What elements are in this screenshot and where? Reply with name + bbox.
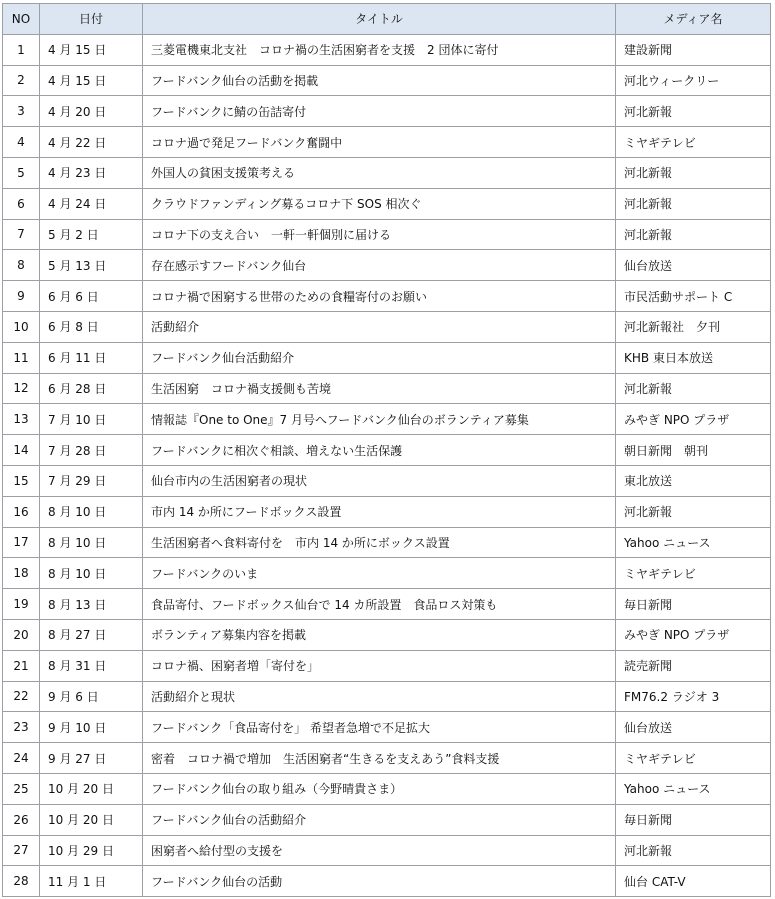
table-row xyxy=(3,835,771,866)
cell-no: 19 xyxy=(3,589,40,620)
cell-media: 仙台放送 xyxy=(616,250,771,281)
cell-title: 生活困窮者へ食料寄付を 市内 14 か所にボックス設置 xyxy=(143,527,616,558)
cell-date: 9 月 6 日 xyxy=(40,681,143,712)
table-row xyxy=(3,773,771,804)
cell-date: 10 月 20 日 xyxy=(40,804,143,835)
cell-media: みやぎ NPO プラザ xyxy=(616,404,771,435)
cell-date: 8 月 10 日 xyxy=(40,527,143,558)
cell-media: 毎日新聞 xyxy=(616,589,771,620)
cell-no: 17 xyxy=(3,527,40,558)
cell-title: 活動紹介 xyxy=(143,311,616,342)
table-row xyxy=(3,65,771,96)
cell-date: 8 月 31 日 xyxy=(40,650,143,681)
table-row xyxy=(3,743,771,774)
cell-media: みやぎ NPO プラザ xyxy=(616,619,771,650)
cell-title: コロナ禍で困窮する世帯のための食糧寄付のお願い xyxy=(143,281,616,312)
cell-title: フードバンクのいま xyxy=(143,558,616,589)
cell-no: 16 xyxy=(3,496,40,527)
table-row xyxy=(3,219,771,250)
cell-date: 6 月 11 日 xyxy=(40,342,143,373)
cell-no: 15 xyxy=(3,465,40,496)
cell-title: 仙台市内の生活困窮者の現状 xyxy=(143,465,616,496)
table-row xyxy=(3,373,771,404)
table-row xyxy=(3,619,771,650)
cell-media: ミヤギテレビ xyxy=(616,127,771,158)
cell-title: 市内 14 か所にフードボックス設置 xyxy=(143,496,616,527)
cell-no: 13 xyxy=(3,404,40,435)
cell-media: 河北新報 xyxy=(616,188,771,219)
cell-title: フードバンク仙台の活動 xyxy=(143,866,616,897)
cell-date: 4 月 15 日 xyxy=(40,34,143,65)
table-row xyxy=(3,558,771,589)
table-row xyxy=(3,866,771,897)
cell-title: 三菱電機東北支社 コロナ禍の生活困窮者を支援 2 団体に寄付 xyxy=(143,34,616,65)
cell-title: ボランティア募集内容を掲載 xyxy=(143,619,616,650)
cell-title: 困窮者へ給付型の支援を xyxy=(143,835,616,866)
cell-no: 8 xyxy=(3,250,40,281)
cell-no: 5 xyxy=(3,157,40,188)
cell-media: 河北新報 xyxy=(616,157,771,188)
cell-no: 24 xyxy=(3,743,40,774)
cell-media: 河北新報 xyxy=(616,373,771,404)
cell-title: フードバンク仙台活動紹介 xyxy=(143,342,616,373)
cell-no: 21 xyxy=(3,650,40,681)
cell-date: 4 月 23 日 xyxy=(40,157,143,188)
cell-date: 10 月 29 日 xyxy=(40,835,143,866)
cell-media: Yahoo ニュース xyxy=(616,773,771,804)
cell-media: 東北放送 xyxy=(616,465,771,496)
cell-title: コロナ過で発足フードバンク奮闘中 xyxy=(143,127,616,158)
cell-media: 河北ウィークリー xyxy=(616,65,771,96)
table-row xyxy=(3,496,771,527)
table-row xyxy=(3,34,771,65)
cell-date: 8 月 27 日 xyxy=(40,619,143,650)
table-row xyxy=(3,250,771,281)
cell-title: 外国人の貧困支援策考える xyxy=(143,157,616,188)
cell-media: 読売新聞 xyxy=(616,650,771,681)
cell-media: 建設新聞 xyxy=(616,34,771,65)
cell-date: 10 月 20 日 xyxy=(40,773,143,804)
table-row xyxy=(3,342,771,373)
header-date: 日付 xyxy=(40,4,143,35)
table-row xyxy=(3,404,771,435)
cell-no: 6 xyxy=(3,188,40,219)
cell-title: クラウドファンディング募るコロナ下 SOS 相次ぐ xyxy=(143,188,616,219)
cell-no: 27 xyxy=(3,835,40,866)
cell-title: 生活困窮 コロナ禍支援側も苦境 xyxy=(143,373,616,404)
header-no: NO xyxy=(3,4,40,35)
cell-no: 11 xyxy=(3,342,40,373)
cell-date: 7 月 10 日 xyxy=(40,404,143,435)
cell-media: ミヤギテレビ xyxy=(616,558,771,589)
cell-title: 情報誌『One to One』7 月号へフードバンク仙台のボランティア募集 xyxy=(143,404,616,435)
table-row xyxy=(3,804,771,835)
cell-no: 25 xyxy=(3,773,40,804)
table-row xyxy=(3,188,771,219)
cell-no: 9 xyxy=(3,281,40,312)
cell-date: 6 月 6 日 xyxy=(40,281,143,312)
cell-media: FM76.2 ラジオ 3 xyxy=(616,681,771,712)
cell-date: 6 月 28 日 xyxy=(40,373,143,404)
cell-date: 8 月 10 日 xyxy=(40,558,143,589)
cell-no: 10 xyxy=(3,311,40,342)
cell-media: KHB 東日本放送 xyxy=(616,342,771,373)
cell-title: フードバンク仙台の取り組み（今野晴貴さま） xyxy=(143,773,616,804)
cell-date: 4 月 15 日 xyxy=(40,65,143,96)
cell-date: 9 月 10 日 xyxy=(40,712,143,743)
cell-media: ミヤギテレビ xyxy=(616,743,771,774)
table-row xyxy=(3,527,771,558)
cell-date: 8 月 13 日 xyxy=(40,589,143,620)
cell-no: 12 xyxy=(3,373,40,404)
cell-no: 23 xyxy=(3,712,40,743)
cell-no: 20 xyxy=(3,619,40,650)
cell-no: 1 xyxy=(3,34,40,65)
cell-no: 4 xyxy=(3,127,40,158)
cell-date: 7 月 29 日 xyxy=(40,465,143,496)
cell-date: 4 月 20 日 xyxy=(40,96,143,127)
cell-date: 8 月 10 日 xyxy=(40,496,143,527)
cell-no: 2 xyxy=(3,65,40,96)
cell-date: 4 月 24 日 xyxy=(40,188,143,219)
cell-media: 河北新報 xyxy=(616,496,771,527)
cell-title: フードバンクに相次ぐ相談、増えない生活保護 xyxy=(143,435,616,466)
cell-title: 密着 コロナ禍で増加 生活困窮者“生きるを支えあう”食料支援 xyxy=(143,743,616,774)
cell-media: Yahoo ニュース xyxy=(616,527,771,558)
cell-no: 3 xyxy=(3,96,40,127)
cell-media: 仙台放送 xyxy=(616,712,771,743)
cell-date: 9 月 27 日 xyxy=(40,743,143,774)
table-row xyxy=(3,311,771,342)
cell-media: 仙台 CAT-V xyxy=(616,866,771,897)
cell-no: 18 xyxy=(3,558,40,589)
cell-title: フードバンク「食品寄付を」 希望者急増で不足拡大 xyxy=(143,712,616,743)
cell-date: 5 月 13 日 xyxy=(40,250,143,281)
table-row xyxy=(3,157,771,188)
cell-no: 28 xyxy=(3,866,40,897)
table-row xyxy=(3,435,771,466)
table-row xyxy=(3,465,771,496)
cell-no: 26 xyxy=(3,804,40,835)
table-row xyxy=(3,281,771,312)
media-coverage-table xyxy=(2,3,771,897)
cell-media: 朝日新聞 朝刊 xyxy=(616,435,771,466)
table-row xyxy=(3,127,771,158)
cell-media: 毎日新聞 xyxy=(616,804,771,835)
cell-title: フードバンクに鯖の缶詰寄付 xyxy=(143,96,616,127)
table-body xyxy=(3,34,771,896)
cell-no: 7 xyxy=(3,219,40,250)
cell-title: フードバンク仙台の活動紹介 xyxy=(143,804,616,835)
cell-title: フードバンク仙台の活動を掲載 xyxy=(143,65,616,96)
cell-date: 5 月 2 日 xyxy=(40,219,143,250)
table-row xyxy=(3,681,771,712)
cell-media: 河北新報社 夕刊 xyxy=(616,311,771,342)
cell-title: コロナ禍、困窮者増「寄付を」 xyxy=(143,650,616,681)
cell-date: 4 月 22 日 xyxy=(40,127,143,158)
cell-date: 11 月 1 日 xyxy=(40,866,143,897)
cell-media: 河北新報 xyxy=(616,219,771,250)
table-row xyxy=(3,96,771,127)
header-media: メディア名 xyxy=(616,4,771,35)
cell-no: 14 xyxy=(3,435,40,466)
table-row xyxy=(3,650,771,681)
table-row xyxy=(3,589,771,620)
cell-title: 存在感示すフードバンク仙台 xyxy=(143,250,616,281)
header-row xyxy=(3,4,771,35)
cell-title: 食品寄付、フードボックス仙台で 14 カ所設置 食品ロス対策も xyxy=(143,589,616,620)
cell-media: 市民活動サポート C xyxy=(616,281,771,312)
cell-no: 22 xyxy=(3,681,40,712)
cell-title: 活動紹介と現状 xyxy=(143,681,616,712)
table-row xyxy=(3,712,771,743)
cell-title: コロナ下の支え合い 一軒一軒個別に届ける xyxy=(143,219,616,250)
cell-date: 6 月 8 日 xyxy=(40,311,143,342)
cell-media: 河北新報 xyxy=(616,835,771,866)
header-title: タイトル xyxy=(143,4,616,35)
cell-media: 河北新報 xyxy=(616,96,771,127)
cell-date: 7 月 28 日 xyxy=(40,435,143,466)
